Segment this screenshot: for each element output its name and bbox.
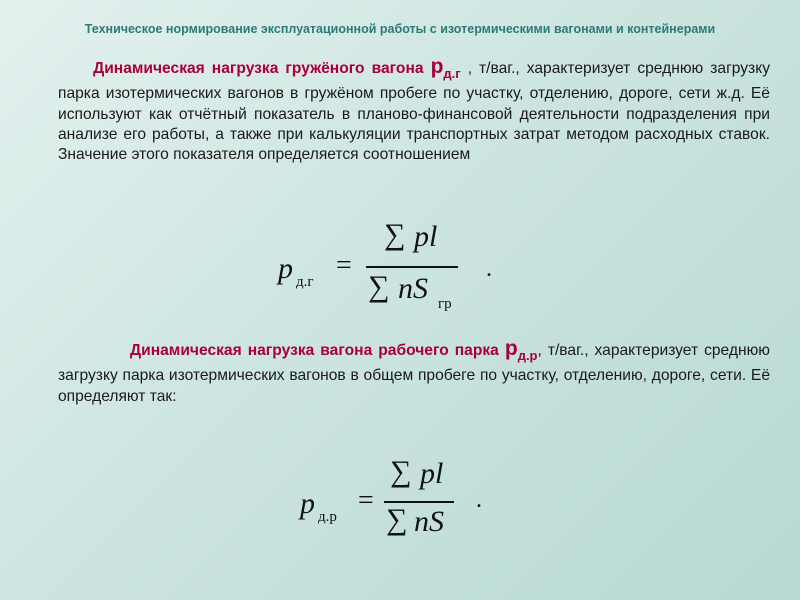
formula1-lhs-sub: д.г xyxy=(296,274,314,290)
symbol-p: p xyxy=(430,55,444,78)
formula2-period: . xyxy=(476,487,482,513)
paragraph-loaded-text: , т/ваг., характеризует среднюю загрузку парка изотермических вагонов в гружёном пробеге по участку, отделению, дороге, сети ж.д. Её используют как отчётный показатель в планово-финансовой деятельности подразделения при анализе его работы, а также при калькуляции транспортных затрат методом расходных ставок. Значение этого показателя определяется соотношением xyxy=(58,60,770,163)
formula-loaded-wagon xyxy=(278,218,518,318)
term-working-fleet-load: Динамическая нагрузка вагона рабочего парка xyxy=(130,342,505,359)
formula1-sigma-den: ∑ xyxy=(368,270,390,303)
formula2-lhs: p xyxy=(300,487,315,520)
paragraph-working-text: , т/ваг., характеризует среднюю загрузку парка изотермических вагонов в общем пробеге по участку, отделению, дороге, сети. Её определяют так: xyxy=(58,342,770,405)
formula1-fraction-line xyxy=(366,266,458,268)
term-loaded-wagon-load: Динамическая нагрузка гружёного вагона xyxy=(93,60,431,77)
symbol-p: p xyxy=(504,337,518,360)
formula2-equals: = xyxy=(358,485,374,516)
formula2-lhs-sub: д.р xyxy=(318,509,337,525)
paragraph-working-fleet xyxy=(58,339,770,407)
formula1-numerator: pl xyxy=(414,220,438,253)
formula1-denominator: nS xyxy=(398,272,428,305)
formula2-denominator: nS xyxy=(414,505,444,538)
paragraph-loaded-wagon xyxy=(58,57,770,165)
formula1-lhs: p xyxy=(278,252,293,285)
formula1-sigma-num: ∑ xyxy=(384,218,406,251)
formula2-numerator: pl xyxy=(420,457,444,490)
formula-working-fleet xyxy=(300,457,520,547)
symbol-sub-dr: д.р xyxy=(517,348,538,364)
symbol-p-dg xyxy=(430,55,461,82)
formula1-den-sub: гр xyxy=(438,296,452,312)
formula2-sigma-den: ∑ xyxy=(386,503,408,536)
formula2-sigma-num: ∑ xyxy=(390,455,412,488)
formula1-equals: = xyxy=(336,250,352,281)
symbol-sub-dg: д.г xyxy=(443,66,461,82)
symbol-p-dr xyxy=(504,337,538,364)
formula1-period: . xyxy=(486,256,492,282)
slide-header: Техническое нормирование эксплуатационной работы с изотермическими вагонами и контейнерами xyxy=(84,22,716,36)
